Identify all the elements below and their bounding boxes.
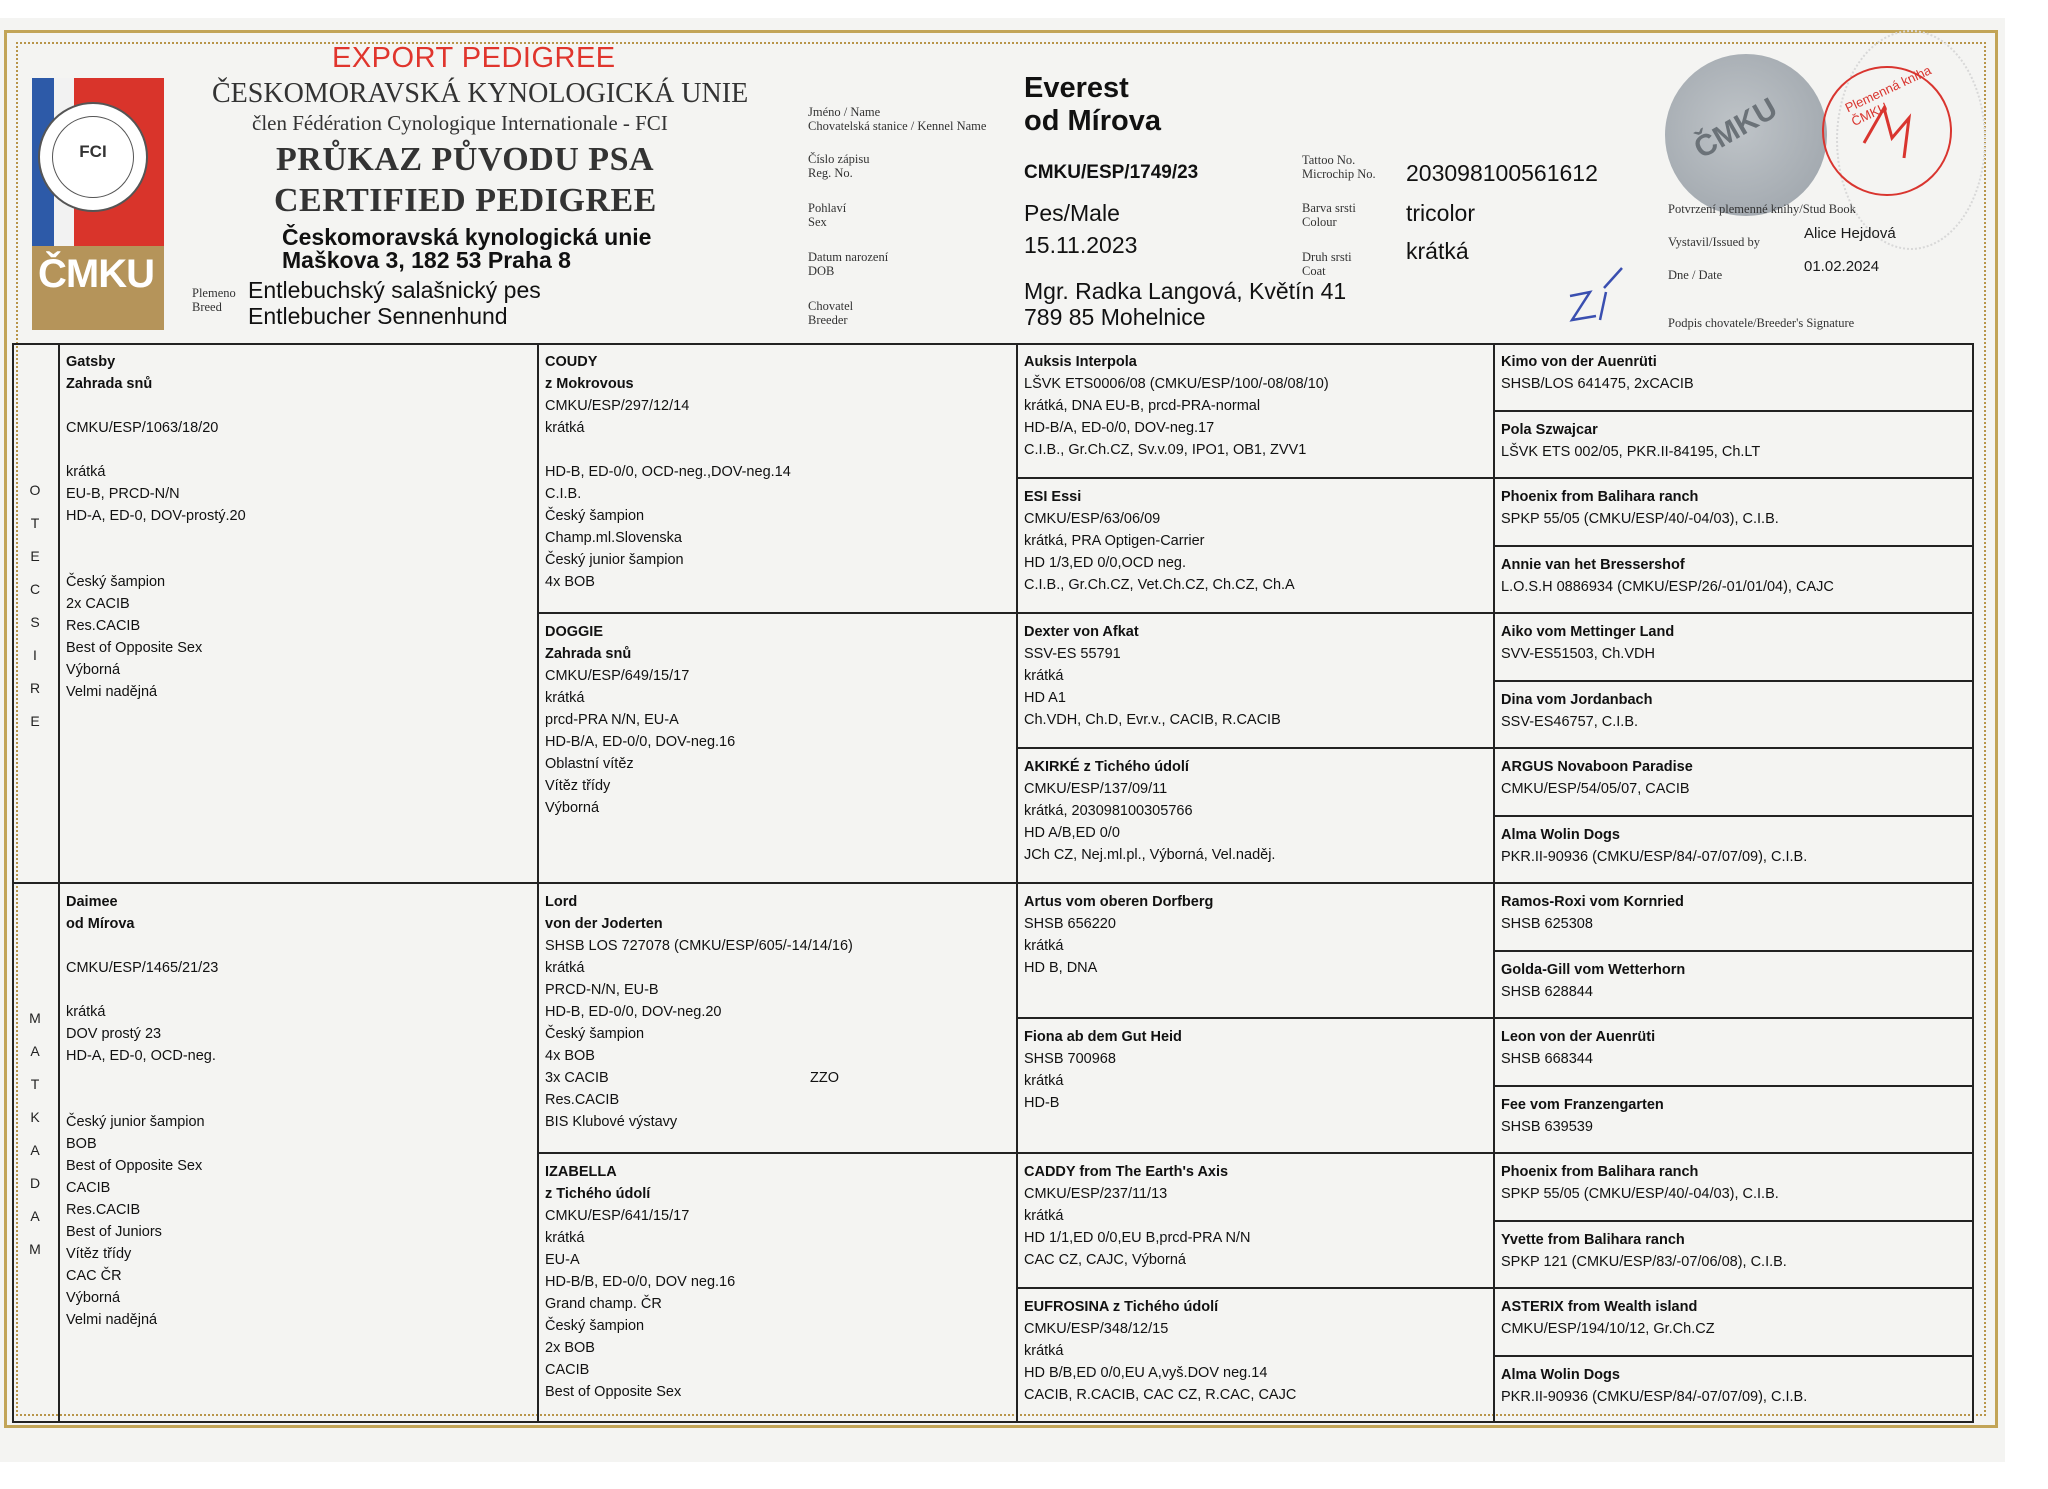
ancestor-name: od Mírova	[66, 916, 135, 932]
issued-by-label: Vystavil/Issued by	[1668, 235, 1761, 249]
ancestor-detail: CACIB	[66, 1180, 111, 1196]
ancestor-detail: CMKU/ESP/641/15/17	[545, 1208, 690, 1224]
ancestor-detail: Velmi nadějná	[66, 684, 158, 700]
side-letter: A	[30, 1208, 40, 1224]
ancestor-gen3	[1024, 351, 1485, 461]
ancestor-detail: HD-B/A, ED-0/0, DOV-neg.16	[545, 734, 736, 750]
ancestor-gen4	[1501, 554, 1966, 598]
ancestor-detail: SHSB 700968	[1024, 1051, 1116, 1067]
dog-name-1: Everest	[1024, 72, 1129, 104]
ancestor-name: Dina vom Jordanbach	[1501, 691, 1653, 708]
ancestor-detail: Výborná	[545, 800, 600, 816]
grid-hline	[1493, 410, 1974, 412]
date-label: Dne / Date	[1668, 268, 1723, 282]
tattoo-label: Tattoo No. Microchip No.	[1302, 153, 1376, 181]
red-stud-book-stamp: Plemenná kniha ČMKU	[1822, 66, 1952, 196]
ancestor-detail: EU-B, PRCD-N/N	[66, 486, 180, 502]
ancestor-gen2	[545, 1161, 1008, 1403]
cmku-emblem-icon: ČMKU	[32, 246, 164, 330]
ancestor-gen4	[1501, 1161, 1966, 1205]
grid-hline	[1016, 1152, 1493, 1154]
ancestor-detail: CMKU/ESP/54/05/07, CACIB	[1501, 781, 1690, 797]
ancestor-name: Fee vom Franzengarten	[1501, 1096, 1664, 1113]
ancestor-detail: CACIB	[545, 1362, 590, 1378]
ancestor-detail: JCh CZ, Nej.ml.pl., Výborná, Vel.naděj.	[1024, 847, 1276, 863]
breeder-line-1: Mgr. Radka Langová, Květín 41	[1024, 278, 1347, 304]
ancestor-detail: SHSB LOS 727078 (CMKU/ESP/605/-14/14/16)	[545, 938, 853, 954]
ancestor-detail	[66, 549, 529, 571]
ancestor-name: von der Joderten	[545, 916, 663, 932]
ancestor-gen4	[1501, 1094, 1966, 1138]
ancestor-name: Pola Szwajcar	[1501, 421, 1598, 438]
ancestor-detail: CACIB, R.CACIB, CAC CZ, R.CAC, CAJC	[1024, 1387, 1297, 1403]
ancestor-detail: HD A1	[1024, 690, 1066, 706]
ancestor-gen4	[1501, 1026, 1966, 1070]
ancestor-detail	[66, 1067, 529, 1089]
side-letter: M	[29, 1241, 41, 1257]
grey-stamp: ČMKU	[1665, 54, 1827, 216]
ancestor-detail: Best of Juniors	[66, 1224, 162, 1240]
coat-value: krátká	[1406, 238, 1469, 264]
ancestor-gen4	[1501, 959, 1966, 1003]
ancestor-name: Annie van het Bressershof	[1501, 556, 1685, 573]
ancestor-gen4	[1501, 891, 1966, 935]
ancestor-detail	[66, 1089, 529, 1111]
ancestor-note: ZZO	[810, 1070, 839, 1086]
ancestor-name: Zahrada snů	[545, 646, 632, 662]
ancestor-gen3	[1024, 1161, 1485, 1271]
ancestor-gen4	[1501, 419, 1966, 463]
ancestor-name: Aiko vom Mettinger Land	[1501, 624, 1675, 640]
ancestor-detail: CMKU/ESP/348/12/15	[1024, 1321, 1169, 1337]
ancestor-detail: CMKU/ESP/237/11/13	[1024, 1186, 1168, 1202]
ancestor-detail: SHSB 625308	[1501, 916, 1593, 932]
name-label: Jméno / Name Chovatelská stanice / Kennel Name	[808, 105, 987, 133]
grid-hline	[1016, 477, 1493, 479]
ancestor-detail: krátká	[545, 690, 585, 706]
ancestor-detail: HD-B	[1024, 1095, 1060, 1111]
ancestor-detail: HD-A, ED-0, OCD-neg.	[66, 1048, 216, 1064]
ancestor-detail: DOV prostý 23	[66, 1026, 162, 1042]
ancestor-detail: krátká, DNA EU-B, prcd-PRA-normal	[1024, 398, 1261, 414]
signature-scribble	[1560, 262, 1650, 334]
ancestor-detail: 3x CACIB	[545, 1070, 609, 1086]
ancestor-detail	[66, 439, 529, 461]
ancestor-detail: CMKU/ESP/1465/21/23	[66, 960, 219, 976]
dog-name-2: od Mírova	[1024, 105, 1161, 137]
ancestor-name: ESI Essi	[1024, 489, 1082, 505]
sire-side-label	[25, 482, 45, 746]
ancestor-detail: SVV-ES51503, Ch.VDH	[1501, 646, 1655, 662]
grid-hline	[1016, 747, 1493, 749]
ancestor-name: Gatsby	[66, 354, 116, 370]
ancestor-detail: Best of Opposite Sex	[66, 1158, 203, 1174]
side-letter: T	[30, 1076, 40, 1092]
ancestor-detail: CMKU/ESP/194/10/12, Gr.Ch.CZ	[1501, 1321, 1715, 1337]
ancestor-name: z Mokrovous	[545, 376, 634, 392]
ancestor-gen4	[1501, 1364, 1966, 1408]
ancestor-gen2	[545, 351, 1008, 593]
ancestor-gen3	[1024, 621, 1485, 731]
ancestor-detail: BIS Klubové výstavy	[545, 1114, 678, 1130]
ancestor-detail: Ch.VDH, Ch.D, Evr.v., CACIB, R.CACIB	[1024, 712, 1281, 728]
ancestor-name: Alma Wolin Dogs	[1501, 1366, 1620, 1383]
stud-book-label: Potvrzení plemenné knihy/Stud Book	[1668, 202, 1856, 216]
ancestor-detail: CMKU/ESP/1063/18/20	[66, 420, 219, 436]
ancestor-detail: C.I.B.	[545, 486, 582, 502]
ancestor-detail: Champ.ml.Slovenska	[545, 530, 682, 546]
grid-hline	[1493, 545, 1974, 547]
breed-label: Plemeno Breed	[192, 286, 236, 314]
ancestor-detail: SHSB 656220	[1024, 916, 1116, 932]
ancestor-detail: Výborná	[66, 662, 121, 678]
fci-member-line: člen Fédération Cynologique Internationale - FCI	[252, 111, 668, 135]
ancestor-detail: Český šampion	[545, 508, 645, 524]
microchip-value: 203098100561612	[1406, 160, 1598, 186]
reg-number: CMKU/ESP/1749/23	[1024, 162, 1199, 183]
ancestor-detail: Český šampion	[545, 1026, 645, 1042]
ancestor-detail: CMKU/ESP/649/15/17	[545, 668, 690, 684]
side-letter: I	[33, 647, 37, 663]
breed-de: Entlebucher Sennenhund	[248, 303, 508, 329]
ancestor-gen2	[545, 891, 1008, 1133]
colour-value: tricolor	[1406, 200, 1476, 226]
ancestor-detail: Český junior šampion	[545, 552, 684, 568]
ancestor-name: Golda-Gill vom Wetterhorn	[1501, 961, 1686, 978]
ancestor-gen3	[1024, 486, 1485, 596]
side-letter: K	[30, 1109, 40, 1125]
ancestor-detail: SHSB/LOS 641475, 2xCACIB	[1501, 376, 1694, 392]
grid-hline	[1016, 1017, 1493, 1019]
ancestor-detail: krátká	[1024, 938, 1064, 954]
breeder-signature-label: Podpis chovatele/Breeder's Signature	[1668, 316, 1855, 330]
ancestor-detail	[545, 439, 1008, 461]
breed-cz: Entlebuchský salašnický pes	[248, 277, 541, 303]
ancestor-gen4	[1501, 486, 1966, 530]
grid-hline	[1493, 1220, 1974, 1222]
grid-hline	[1016, 1287, 1493, 1289]
ancestor-detail: SPKP 121 (CMKU/ESP/83/-07/06/08), C.I.B.	[1501, 1253, 1787, 1270]
grid-hline	[1493, 747, 1974, 749]
export-pedigree-label: EXPORT PEDIGREE	[332, 42, 616, 74]
ancestor-name: Leon von der Auenrüti	[1501, 1029, 1656, 1045]
ancestor-detail: krátká	[545, 420, 585, 436]
side-letter: E	[30, 713, 40, 729]
ancestor-detail	[66, 935, 529, 957]
ancestor-detail: BOB	[66, 1136, 97, 1152]
ancestor-detail: HD-B/A, ED-0/0, DOV-neg.17	[1024, 420, 1215, 436]
ancestor-detail: krátká	[545, 1230, 585, 1246]
issue-date-value: 01.02.2024	[1804, 258, 1880, 275]
ancestor-name: ARGUS Novaboon Paradise	[1501, 759, 1693, 775]
ancestor-gen4	[1501, 756, 1966, 800]
ancestor-name: Dexter von Afkat	[1024, 624, 1139, 640]
ancestor-detail: SPKP 55/05 (CMKU/ESP/40/-04/03), C.I.B.	[1501, 1186, 1779, 1202]
ancestor-detail: PKR.II-90936 (CMKU/ESP/84/-07/07/09), C.I.B.	[1501, 848, 1808, 865]
ancestor-detail: krátká	[1024, 1208, 1064, 1224]
grid-hline	[1493, 950, 1974, 952]
ancestor-detail: CMKU/ESP/63/06/09	[1024, 511, 1161, 527]
ancestor-detail: Vítěz třídy	[545, 778, 611, 794]
ancestor-detail: SHSB 668344	[1501, 1051, 1593, 1067]
grid-hline	[1493, 680, 1974, 682]
ancestor-detail: 4x BOB	[545, 574, 595, 590]
ancestor-detail: CMKU/ESP/137/09/11	[1024, 781, 1168, 797]
grid-hline	[1493, 1085, 1974, 1087]
ancestor-detail: Český šampion	[545, 1318, 645, 1334]
ancestor-detail: HD B, DNA	[1024, 960, 1098, 976]
ancestor-name: CADDY from The Earth's Axis	[1024, 1164, 1229, 1180]
ancestor-name: Phoenix from Balihara ranch	[1501, 489, 1699, 505]
ancestor-gen4	[1501, 621, 1966, 665]
ancestor-detail: krátká	[545, 960, 585, 976]
ancestor-detail: 2x BOB	[545, 1340, 595, 1356]
dob-value: 15.11.2023	[1024, 232, 1138, 258]
ancestor-detail: L.O.S.H 0886934 (CMKU/ESP/26/-01/01/04), CAJC	[1501, 578, 1834, 595]
ancestor-detail: Vítěz třídy	[66, 1246, 132, 1262]
ancestor-gen4	[1501, 824, 1966, 868]
ancestor-name: Zahrada snů	[66, 376, 153, 392]
title-en: CERTIFIED PEDIGREE	[274, 182, 657, 219]
breeder-line-2: 789 85 Mohelnice	[1024, 304, 1206, 330]
ancestor-name: ASTERIX from Wealth island	[1501, 1299, 1698, 1315]
grid-hline	[1493, 815, 1974, 817]
grid-hline	[1493, 477, 1974, 479]
ancestor-detail: LŠVK ETS 002/05, PKR.II-84195, Ch.LT	[1501, 443, 1761, 460]
ancestor-name: EUFROSINA z Tichého údolí	[1024, 1299, 1219, 1315]
ancestor-detail: Výborná	[66, 1290, 121, 1306]
ancestor-detail: CAC CZ, CAJC, Výborná	[1024, 1252, 1186, 1268]
ancestor-detail: LŠVK ETS0006/08 (CMKU/ESP/100/-08/08/10)	[1024, 376, 1329, 392]
ancestor-gen3	[1024, 1296, 1485, 1406]
ancestor-detail: Český šampion	[66, 574, 166, 590]
ancestor-detail: HD-A, ED-0, DOV-prostý.20	[66, 508, 246, 524]
ancestor-name: Auksis Interpola	[1024, 354, 1137, 370]
ancestor-detail: EU-A	[545, 1252, 580, 1268]
ancestor-gen4	[1501, 1296, 1966, 1340]
ancestor-detail: krátká, 203098100305766	[1024, 803, 1193, 819]
ancestor-detail: 4x BOB	[545, 1048, 595, 1064]
ancestor-name: Artus vom oberen Dorfberg	[1024, 894, 1214, 910]
grid-hline	[1493, 1355, 1974, 1357]
fci-cmku-logo	[32, 78, 164, 330]
grid-hline	[537, 882, 1016, 884]
grid-hline	[1493, 1017, 1974, 1019]
side-letter: M	[29, 1010, 41, 1026]
ancestor-detail: HD-B/B, ED-0/0, DOV neg.16	[545, 1274, 736, 1290]
ancestor-detail: SHSB 628844	[1501, 983, 1593, 1000]
ancestor-detail: Grand champ. ČR	[545, 1296, 662, 1312]
ancestor-detail: krátká, PRA Optigen-Carrier	[1024, 533, 1205, 549]
ancestor-detail: Res.CACIB	[66, 1202, 141, 1218]
coat-label: Druh srsti Coat	[1302, 250, 1352, 278]
ancestor-name: COUDY	[545, 354, 598, 370]
ancestor-name: DOGGIE	[545, 624, 604, 640]
ancestor-gen4	[1501, 1229, 1966, 1273]
ancestor-detail: SSV-ES46757, C.I.B.	[1501, 713, 1639, 730]
ancestor-name: Yvette from Balihara ranch	[1501, 1231, 1685, 1248]
ancestor-detail: HD A/B,ED 0/0	[1024, 825, 1120, 841]
stamp-signature	[1854, 98, 1924, 168]
side-letter: E	[30, 548, 40, 564]
ancestor-name: Phoenix from Balihara ranch	[1501, 1164, 1699, 1180]
ancestor-gen1	[66, 351, 529, 703]
ancestor-detail: Res.CACIB	[66, 618, 141, 634]
ancestor-detail: Res.CACIB	[545, 1092, 620, 1108]
grid-hline	[1493, 882, 1974, 884]
ancestor-detail: Best of Opposite Sex	[66, 640, 203, 656]
ancestor-name: Daimee	[66, 894, 118, 910]
grid-hline	[12, 882, 537, 884]
ancestor-detail: 2x CACIB	[66, 596, 130, 612]
issued-by-value: Alice Hejdová	[1804, 225, 1896, 242]
ancestor-detail: krátká	[66, 464, 106, 480]
grid-hline	[537, 612, 1016, 614]
side-letter: A	[30, 1142, 40, 1158]
side-letter: T	[30, 515, 40, 531]
sex-value: Pes/Male	[1024, 200, 1120, 226]
side-letter: C	[29, 581, 41, 597]
ancestor-gen1	[66, 891, 529, 1331]
title-cz: PRŮKAZ PŮVODU PSA	[276, 141, 655, 178]
ancestor-name: Ramos-Roxi vom Kornried	[1501, 894, 1684, 910]
grid-hline	[1016, 882, 1493, 884]
ancestor-detail: HD 1/1,ED 0/0,EU B,prcd-PRA N/N	[1024, 1230, 1251, 1246]
ancestor-detail: PRCD-N/N, EU-B	[545, 982, 659, 998]
ancestor-detail: CAC ČR	[66, 1268, 122, 1284]
ancestor-name: AKIRKÉ z Tichého údolí	[1024, 759, 1189, 775]
ancestor-detail	[66, 979, 529, 1001]
ancestor-gen2	[545, 621, 1008, 819]
ancestor-detail: prcd-PRA N/N, EU-A	[545, 712, 679, 728]
ancestor-gen3	[1024, 756, 1485, 866]
ancestor-detail: Velmi nadějná	[66, 1312, 158, 1328]
ancestor-detail: SPKP 55/05 (CMKU/ESP/40/-04/03), C.I.B.	[1501, 511, 1779, 527]
ancestor-detail: SHSB 639539	[1501, 1118, 1593, 1135]
grid-hline	[1493, 1152, 1974, 1154]
ancestor-name: Kimo von der Auenrüti	[1501, 354, 1657, 370]
ancestor-detail	[66, 395, 529, 417]
ancestor-name: z Tichého údolí	[545, 1186, 651, 1202]
ancestor-gen4	[1501, 351, 1966, 395]
side-letter: S	[30, 614, 40, 630]
side-letter: R	[29, 680, 41, 696]
ancestor-detail: C.I.B., Gr.Ch.CZ, Sv.v.09, IPO1, OB1, ZVV1	[1024, 442, 1307, 458]
ancestor-name: Fiona ab dem Gut Heid	[1024, 1029, 1182, 1045]
breeder-label: Chovatel Breeder	[808, 299, 854, 327]
side-letter: O	[29, 482, 41, 498]
fci-emblem-icon: FCI	[38, 102, 148, 212]
side-letter: D	[29, 1175, 41, 1191]
grid-hline	[1493, 612, 1974, 614]
ancestor-detail: Oblastní vítěz	[545, 756, 634, 772]
ancestor-detail: HD-B, ED-0/0, OCD-neg.,DOV-neg.14	[545, 464, 791, 480]
ancestor-gen3	[1024, 1026, 1485, 1114]
sex-label: Pohlaví Sex	[808, 201, 847, 229]
ancestor-detail: Best of Opposite Sex	[545, 1384, 682, 1400]
grid-hline	[537, 1152, 1016, 1154]
ancestor-detail: HD 1/3,ED 0/0,OCD neg.	[1024, 555, 1186, 571]
ancestor-detail: CMKU/ESP/297/12/14	[545, 398, 690, 414]
grid-hline	[1493, 1287, 1974, 1289]
ancestor-detail	[66, 527, 529, 549]
ancestor-detail: C.I.B., Gr.Ch.CZ, Vet.Ch.CZ, Ch.CZ, Ch.A	[1024, 577, 1295, 593]
ancestor-detail: Český junior šampion	[66, 1114, 205, 1130]
ancestor-detail: krátká	[1024, 1343, 1064, 1359]
reg-label: Číslo zápisu Reg. No.	[808, 152, 870, 180]
ancestor-detail: krátká	[1024, 1073, 1064, 1089]
grid-hline	[1016, 612, 1493, 614]
ancestor-detail: HD-B, ED-0/0, DOV-neg.20	[545, 1004, 722, 1020]
ancestor-detail: krátká	[66, 1004, 106, 1020]
org-address-1: Českomoravská kynologická unie	[282, 224, 652, 250]
ancestor-gen4	[1501, 689, 1966, 733]
ancestor-detail: PKR.II-90936 (CMKU/ESP/84/-07/07/09), C.I.B.	[1501, 1388, 1808, 1405]
side-letter: A	[30, 1043, 40, 1059]
ancestor-name: Lord	[545, 894, 578, 910]
ancestor-detail: HD B/B,ED 0/0,EU A,vyš.DOV neg.14	[1024, 1365, 1268, 1381]
ancestor-gen3	[1024, 891, 1485, 979]
dob-label: Datum narození DOB	[808, 250, 889, 278]
ancestor-detail: SSV-ES 55791	[1024, 646, 1121, 662]
colour-label: Barva srsti Colour	[1302, 201, 1356, 229]
ancestor-name: IZABELLA	[545, 1164, 617, 1180]
ancestor-detail: krátká	[1024, 668, 1064, 684]
dam-side-label	[25, 1010, 45, 1274]
org-address-2: Maškova 3, 182 53 Praha 8	[282, 247, 571, 273]
org-name: ČESKOMORAVSKÁ KYNOLOGICKÁ UNIE	[212, 78, 749, 109]
ancestor-name: Alma Wolin Dogs	[1501, 826, 1620, 843]
